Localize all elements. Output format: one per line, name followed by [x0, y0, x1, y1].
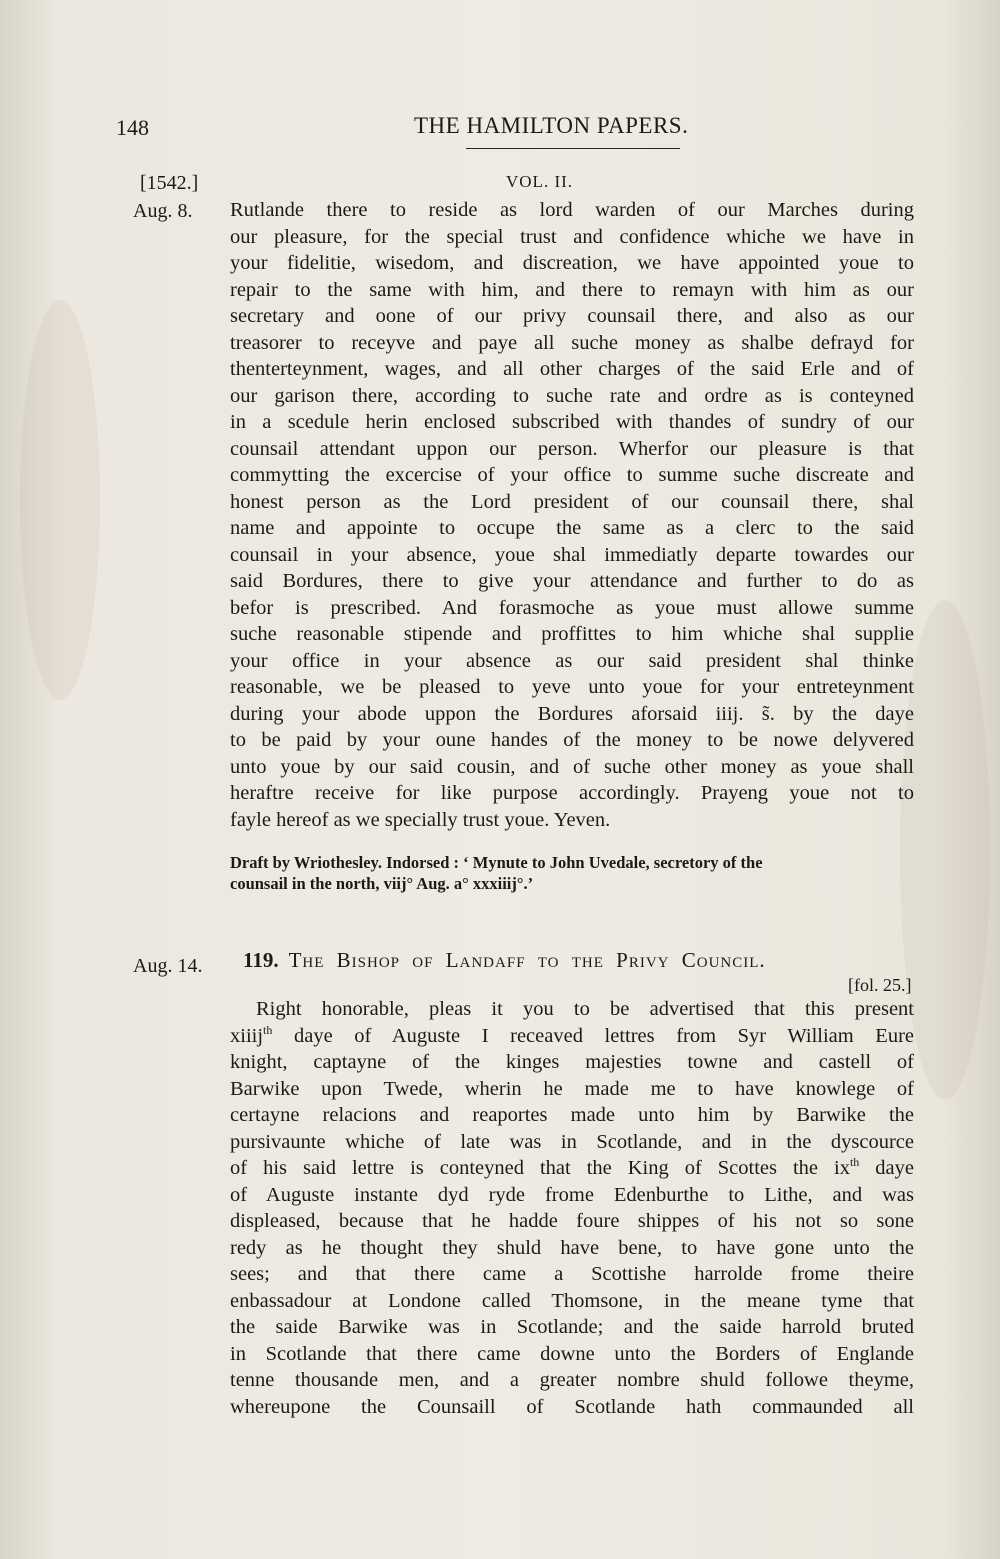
text-line: repair to the same with him, and there to remayn with him as our — [230, 278, 914, 301]
text-line: redy as he thought they shuld have bene, to have gone unto the — [230, 1236, 914, 1259]
entry-118-date: Aug. 8. — [133, 200, 193, 222]
text-line: the saide Barwike was in Scotlande; and the saide harrold bruted — [230, 1316, 914, 1338]
page-stain — [20, 300, 100, 700]
text-line: suche reasonable stipende and proffittes to him whiche shal supplie — [230, 623, 914, 645]
page-header — [0, 113, 1000, 147]
text-line: secretary and oone of our privy counsail there, and also as our — [230, 305, 914, 327]
volume-label: VOL. II. — [506, 172, 574, 191]
text-line — [230, 1023, 914, 1050]
text-line: befor is prescribed. And forasmoche as youe must allowe summe — [230, 596, 914, 619]
text-line: reasonable, we be pleased to yeve unto youe for your entreteynment — [230, 676, 914, 698]
text-line: counsail attendant uppon our person. Wherfor our pleasure is that — [230, 437, 914, 460]
text-line: pursivaunte whiche of late was in Scotlande, and in the dyscource — [230, 1130, 914, 1153]
entry-119-heading — [243, 948, 916, 973]
folio-reference: [fol. 25.] — [848, 975, 912, 995]
editorial-note — [230, 852, 916, 894]
page-number: 148 — [116, 115, 149, 140]
text-line: knight, captayne of the kinges majesties towne and castell of — [230, 1051, 914, 1073]
text-line: in a scedule herin enclosed subscribed with thandes of sundry of our — [230, 411, 914, 433]
text-line: heraftre receive for like purpose accordingly. Prayeng youe not to — [230, 782, 914, 804]
text-line: Right honorable, pleas it you to be advertised that this present — [256, 998, 914, 1020]
text-line — [230, 1155, 914, 1182]
text-fragment: daye of Auguste I receaved lettres from Syr William Eure — [272, 1024, 914, 1047]
text-line: unto youe by our said cousin, and of suche other money as youe shall — [230, 755, 914, 778]
text-fragment: xiiij — [230, 1024, 264, 1047]
text-line: our pleasure, for the special trust and confidence whiche we have in — [230, 225, 914, 248]
text-line: name and appointe to occupe the same as a clerc to the said — [230, 517, 914, 539]
text-line: Barwike upon Twede, wherin he made me to have knowlege of — [230, 1077, 914, 1100]
text-line: counsail in your absence, youe shal immediatly departe towardes our — [230, 543, 914, 566]
text-line: displeased, because that he hadde foure shippes of his not so sone — [230, 1210, 914, 1232]
entry-title: The Bishop of Landaff to the Privy Council. — [288, 948, 766, 972]
text-line: Rutlande there to reside as lord warden of our Marches during — [230, 199, 914, 221]
text-line: whereupone the Counsaill of Scotlande hath commaunded all — [230, 1395, 914, 1418]
text-line: to be paid by your oune handes of the money to be nowe delyvered — [230, 729, 914, 751]
text-line: of Auguste instante dyd ryde frome Edenburthe to Lithe, and was — [230, 1183, 914, 1206]
text-line: thenterteynment, wages, and all other charges of the said Erle and of — [230, 358, 914, 380]
year-label: [1542.] — [140, 172, 199, 194]
text-line: our garison there, according to suche rate and ordre as is conteyned — [230, 384, 914, 407]
header-rule — [466, 148, 680, 149]
entry-118-body — [230, 197, 914, 833]
running-title: THE HAMILTON PAPERS. — [414, 113, 689, 138]
text-line: fayle hereof as we specially trust youe. Yeven. — [230, 808, 611, 831]
text-line: said Bordures, there to give your attendance and further to do as — [230, 570, 914, 592]
note-line: counsail in the north, viij° Aug. a° xxxiiij°.’ — [230, 874, 534, 893]
text-line: sees; and that there came a Scottishe harrolde frome theire — [230, 1263, 914, 1285]
text-line: enbassadour at Londone called Thomsone, in the meane tyme that — [230, 1289, 914, 1312]
text-line: your fidelitie, wisedom, and discreation, we have appointed youe to — [230, 252, 914, 274]
note-line: Draft by Wriothesley. Indorsed : ‘ Mynute to John Uvedale, secretory of the — [230, 853, 763, 872]
entry-number: 119. — [243, 948, 279, 972]
entry-119-date: Aug. 14. — [133, 955, 203, 977]
entry-119-body — [230, 996, 914, 1420]
text-line: in Scotlande that there came downe unto the Borders of Englande — [230, 1342, 914, 1365]
text-line: tenne thousande men, and a greater nombre shuld followe theyme, — [230, 1369, 914, 1391]
superscript: th — [849, 1155, 860, 1170]
superscript: th — [263, 1022, 273, 1037]
text-line: during your abode uppon the Bordures aforsaid iiij. s̃. by the daye — [230, 702, 914, 725]
text-fragment: of his said lettre is conteyned that the King of Scottes the ix — [230, 1157, 850, 1179]
text-fragment: daye — [859, 1157, 914, 1179]
text-line: honest person as the Lord president of our counsail there, shal — [230, 490, 914, 513]
text-line: your office in your absence as our said president shal thinke — [230, 649, 914, 672]
text-line: certayne relacions and reaportes made unto him by Barwike the — [230, 1104, 914, 1126]
text-line: commytting the excercise of your office to summe suche discreate and — [230, 464, 914, 486]
text-line: treasorer to receyve and paye all suche money as shalbe defrayd for — [230, 331, 914, 354]
